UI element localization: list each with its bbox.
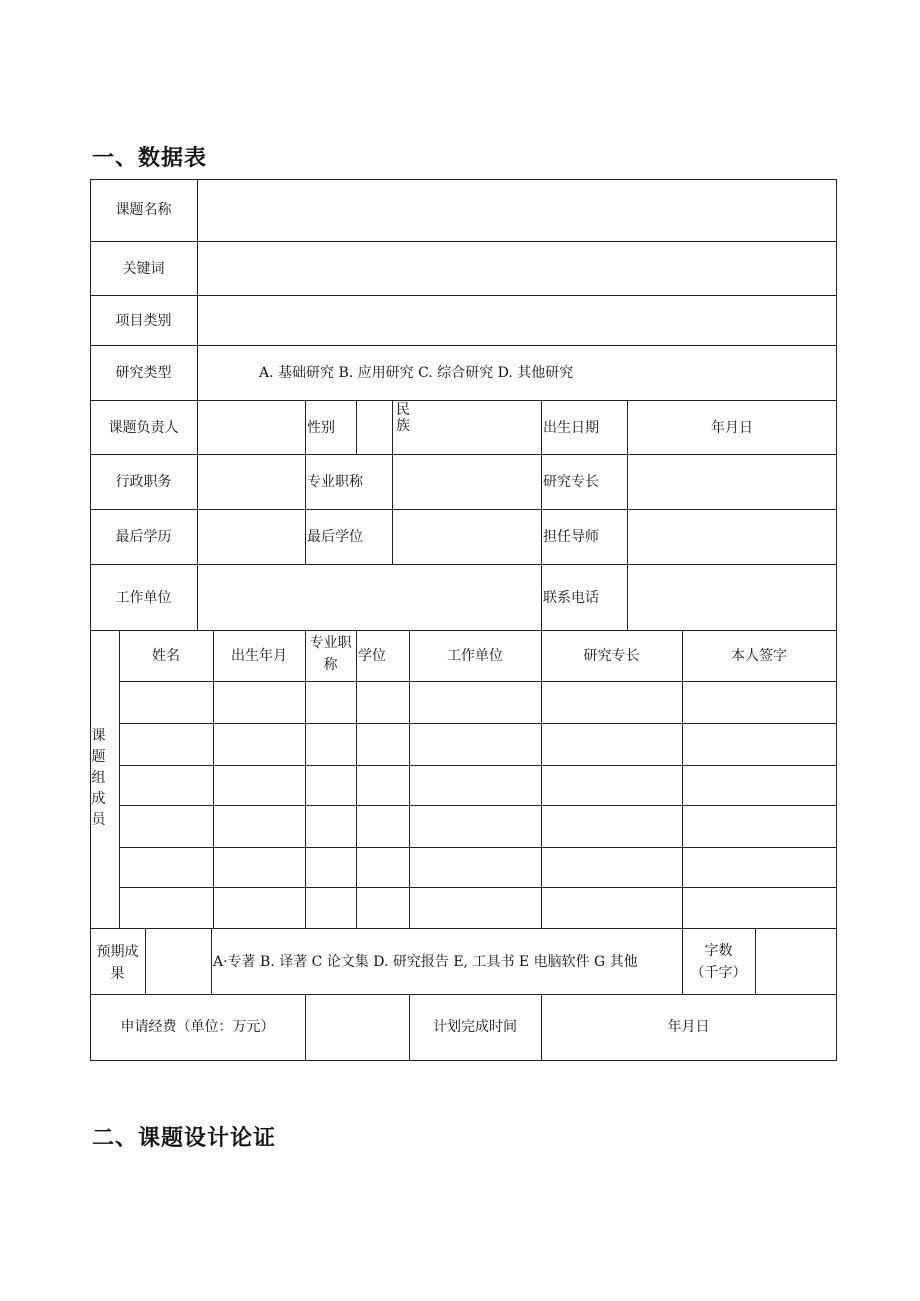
label-phone: 联系电话 [543,590,599,606]
label-highest-degree: 最后学位 [307,529,363,545]
member-row[interactable] [120,848,836,887]
section-title-design-argument: 二、课题设计论证 [92,1126,277,1151]
header-name: 姓名 [152,648,180,664]
label-leader: 课题负责人 [108,420,179,436]
plan-completion-value[interactable]: 年月日 [667,1019,710,1035]
phone-field[interactable] [628,565,836,630]
members-side-char: 组 [91,770,106,786]
highest-education-field[interactable] [198,510,305,564]
work-unit-field[interactable] [198,565,541,630]
header-degree: 学位 [358,648,386,664]
section-title-data-table: 一、数据表 [92,146,208,171]
table-line [211,928,212,994]
label-ethnicity-1: 民 [396,402,410,418]
member-row[interactable] [120,888,836,928]
member-row[interactable] [120,806,836,847]
funding-field[interactable] [306,995,409,1060]
word-count-field[interactable] [756,929,836,994]
members-side-char: 员 [91,812,106,828]
table-line [90,345,837,346]
member-row[interactable] [120,724,836,765]
label-gender: 性别 [307,420,335,436]
label-outcome-1: 预期成 [96,944,139,960]
members-side-label [90,726,119,831]
header-specialty: 研究专长 [583,648,640,664]
label-project-category: 项目类别 [115,313,172,329]
members-side-char: 课 [91,728,106,744]
header-birth: 出生年月 [231,648,287,664]
members-side-char: 题 [91,749,106,765]
table-line [541,400,542,630]
label-plan-completion: 计划完成时间 [433,1019,517,1035]
topic-name-field[interactable] [198,180,836,241]
label-word-count-2: （千字） [690,965,747,981]
label-admin-post: 行政职务 [115,474,172,490]
keywords-field[interactable] [198,242,836,295]
label-ethnicity-2: 族 [396,418,410,434]
member-row[interactable] [120,682,836,723]
label-birth-date: 出生日期 [543,420,599,436]
gender-field[interactable] [357,401,392,454]
label-topic-name: 课题名称 [115,202,172,218]
outcome-field[interactable] [146,929,211,994]
members-side-char: 成 [91,791,106,807]
outcome-options[interactable]: A·专著 B. 译著 C 论文集 D. 研究报告 E, 工具书 E 电脑软件 G 其他 [213,954,638,970]
label-professional-title: 专业职称 [307,474,363,490]
table-line [836,179,837,1061]
header-title-2: 称 [323,657,338,673]
table-line [90,1060,837,1061]
highest-degree-field[interactable] [393,510,541,564]
label-supervisor: 担任导师 [543,529,599,545]
label-keywords: 关键词 [122,261,165,277]
birth-date-value[interactable]: 年月日 [711,420,753,436]
label-outcome-2: 果 [110,966,125,982]
label-research-specialty: 研究专长 [543,474,599,490]
header-title-1: 专业职 [309,635,352,651]
table-line [90,994,837,995]
research-specialty-field[interactable] [628,455,836,509]
table-line [682,928,683,994]
supervisor-field[interactable] [628,510,836,564]
research-type-options[interactable]: A. 基础研究 B. 应用研究 C. 综合研究 D. 其他研究 [259,365,574,381]
header-unit: 工作单位 [447,648,503,664]
professional-title-field[interactable] [393,455,541,509]
admin-post-field[interactable] [198,455,305,509]
label-work-unit: 工作单位 [115,590,172,606]
header-signature: 本人签字 [731,648,787,664]
table-line [305,400,306,564]
label-research-type: 研究类型 [115,365,172,381]
leader-field[interactable] [198,401,305,454]
label-funding: 申请经费（单位：万元） [120,1019,275,1035]
member-row[interactable] [120,766,836,805]
project-category-field[interactable] [198,296,836,345]
label-highest-education: 最后学历 [115,529,172,545]
label-word-count-1: 字数 [704,943,733,959]
table-line [90,630,837,631]
